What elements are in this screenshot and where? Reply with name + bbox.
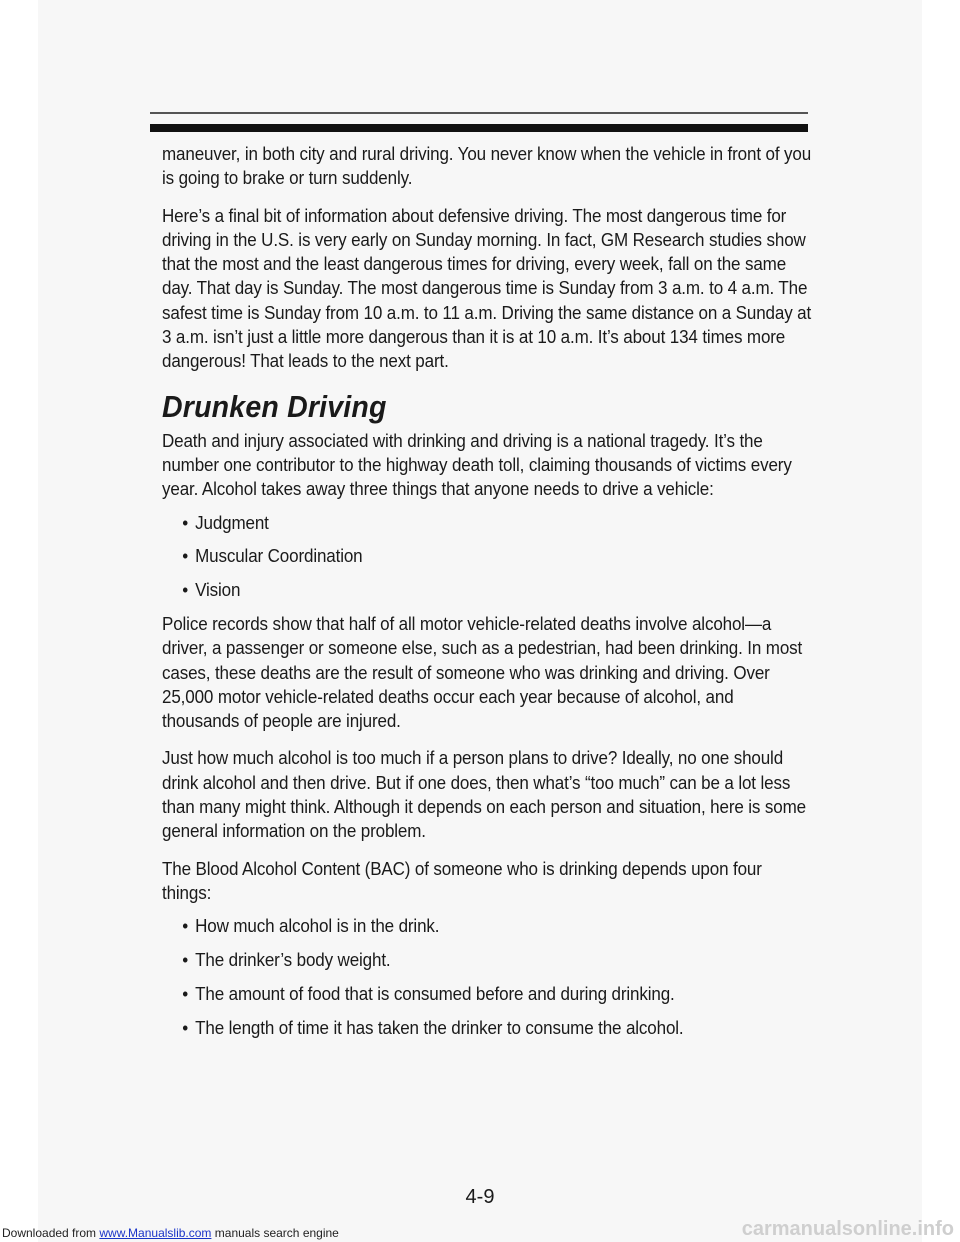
bullet-icon: •	[182, 545, 189, 567]
paragraph-bac: The Blood Alcohol Content (BAC) of someone who is drinking depends upon four things:	[162, 857, 762, 903]
bullet-icon: •	[182, 1016, 189, 1038]
list-item-text: Judgment	[195, 511, 269, 533]
list-item-text: The length of time it has taken the drinker to consume the alcohol.	[195, 1016, 684, 1038]
paragraph-intro: Death and injury associated with drinking and driving is a national tragedy. It’s the number one contributor to the highway death toll, claiming thousands of victims every year. Alcohol takes away three things that anyone needs to drive a vehicle:	[162, 429, 792, 500]
list-item-text: How much alcohol is in the drink.	[195, 915, 440, 937]
list-impairments	[162, 511, 812, 603]
list-item	[182, 511, 811, 535]
footer-suffix: manuals search engine	[211, 1226, 339, 1240]
list-item-text: Vision	[195, 579, 241, 601]
list-item	[182, 982, 811, 1006]
paragraph-how-much: Just how much alcohol is too much if a person plans to drive? Ideally, no one should drink alcohol and then drive. But if one does, then what’s “too much” can be a lot less than many might think. Although it depends on each person and situation, here is some general information on the problem.	[162, 747, 806, 842]
header-rule-thin	[150, 112, 808, 114]
list-item-text: The drinker’s body weight.	[195, 949, 391, 971]
bullet-icon: •	[182, 579, 189, 601]
list-item	[182, 578, 811, 602]
section-heading-drunken-driving: Drunken Driving	[162, 388, 387, 424]
list-item	[182, 1016, 811, 1040]
paragraph-defensive-driving: Here’s a final bit of information about defensive driving. The most dangerous time for driving in the U.S. is very early on Sunday morning. In fact, GM Research studies show that the most and the least dangerous times for driving, every week, fall on the same day. That day is Sunday. The most dangerous time is Sunday from 3 a.m. to 4 a.m. The safest time is Sunday from 10 a.m. to 11 a.m. Driving the same distance on a Sunday at 3 a.m. isn’t just a little more dangerous than it is at 10 a.m. It’s about 134 times more dangerous! That leads to the next part.	[162, 204, 812, 372]
list-item	[182, 914, 811, 938]
list-bac-factors	[162, 914, 812, 1040]
bullet-icon: •	[182, 949, 189, 971]
bullet-icon: •	[182, 511, 189, 533]
paragraph-police-records: Police records show that half of all motor vehicle-related deaths involve alcohol—a driver, a passenger or someone else, such as a pedestrian, had been drinking. In most cases, these deaths are the result of someone who was drinking and driving. Over 25,000 motor vehicle-related deaths occur each year because of alcohol, and thousands of people are injured.	[162, 612, 803, 732]
footer-prefix: Downloaded from	[2, 1226, 100, 1240]
list-item-text: Muscular Coordination	[195, 545, 363, 567]
list-item	[182, 544, 811, 568]
bullet-icon: •	[182, 982, 189, 1004]
page-number: 4-9	[465, 1186, 495, 1208]
header-rule	[150, 124, 808, 132]
watermark-logo: carmanualsonline.info	[741, 1218, 954, 1240]
bullet-icon: •	[182, 915, 189, 937]
paragraph-maneuver: maneuver, in both city and rural driving. You never know when the vehicle in front of you is going to brake or turn suddenly.	[162, 143, 812, 189]
download-footer	[2, 1226, 339, 1240]
list-item-text: The amount of food that is consumed before and during drinking.	[195, 982, 675, 1004]
manualslib-link[interactable]: www.Manualslib.com	[99, 1226, 212, 1240]
list-item	[182, 948, 811, 972]
page-content	[162, 142, 812, 1049]
